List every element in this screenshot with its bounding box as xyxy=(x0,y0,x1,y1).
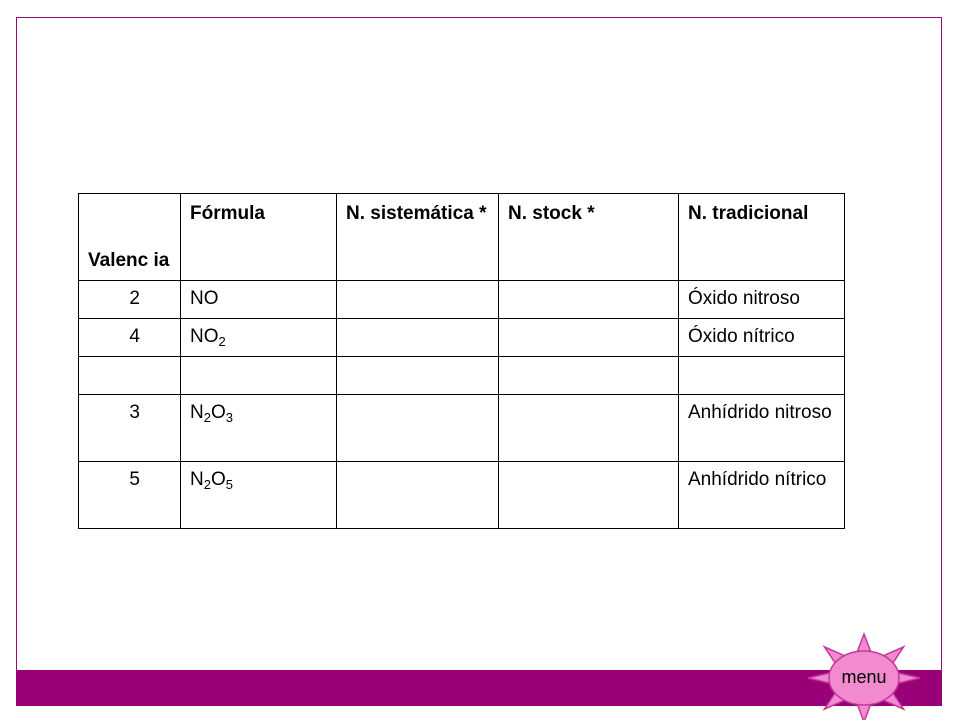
systematic-name-cell xyxy=(337,462,499,529)
table-row xyxy=(79,281,845,319)
systematic-name-cell xyxy=(337,281,499,319)
formula-cell: $NO_2$ xyxy=(181,319,337,357)
valence-cell: 2 xyxy=(79,281,181,319)
valence-cell: 4 xyxy=(79,319,181,357)
table-row xyxy=(79,319,845,357)
nitrogen-oxides-table xyxy=(78,193,845,529)
formula-cell: $N_2O_3$ xyxy=(181,395,337,462)
menu-label: menu xyxy=(841,667,887,687)
table-row xyxy=(79,462,845,529)
systematic-name-cell xyxy=(337,395,499,462)
valence-cell: 5 xyxy=(79,462,181,529)
stock-name-cell xyxy=(499,357,679,395)
formula-cell: $N_2O_5$ xyxy=(181,462,337,529)
stock-name-cell xyxy=(499,462,679,529)
systematic-name-cell xyxy=(337,319,499,357)
header-traditional-name: N. tradicional xyxy=(679,194,845,281)
traditional-name-cell xyxy=(679,357,845,395)
header-stock-name: N. stock * xyxy=(499,194,679,281)
table-header-row xyxy=(79,194,845,281)
menu-button[interactable] xyxy=(805,632,923,720)
traditional-name-cell: Anhídrido nítrico xyxy=(679,462,845,529)
header-formula: Fórmula xyxy=(181,194,337,281)
bottom-bar xyxy=(16,670,942,706)
stock-name-cell xyxy=(499,395,679,462)
traditional-name-cell: Óxido nítrico xyxy=(679,319,845,357)
formula-cell xyxy=(181,357,337,395)
stock-name-cell xyxy=(499,281,679,319)
valence-cell: 3 xyxy=(79,395,181,462)
valence-cell xyxy=(79,357,181,395)
traditional-name-cell: Óxido nitroso xyxy=(679,281,845,319)
header-systematic-name: N. sistemática * xyxy=(337,194,499,281)
header-valence: Valenc ia xyxy=(79,194,181,281)
systematic-name-cell xyxy=(337,357,499,395)
stock-name-cell xyxy=(499,319,679,357)
table-row-empty xyxy=(79,357,845,395)
formula-cell: NO xyxy=(181,281,337,319)
traditional-name-cell: Anhídrido nitroso xyxy=(679,395,845,462)
table-row xyxy=(79,395,845,462)
